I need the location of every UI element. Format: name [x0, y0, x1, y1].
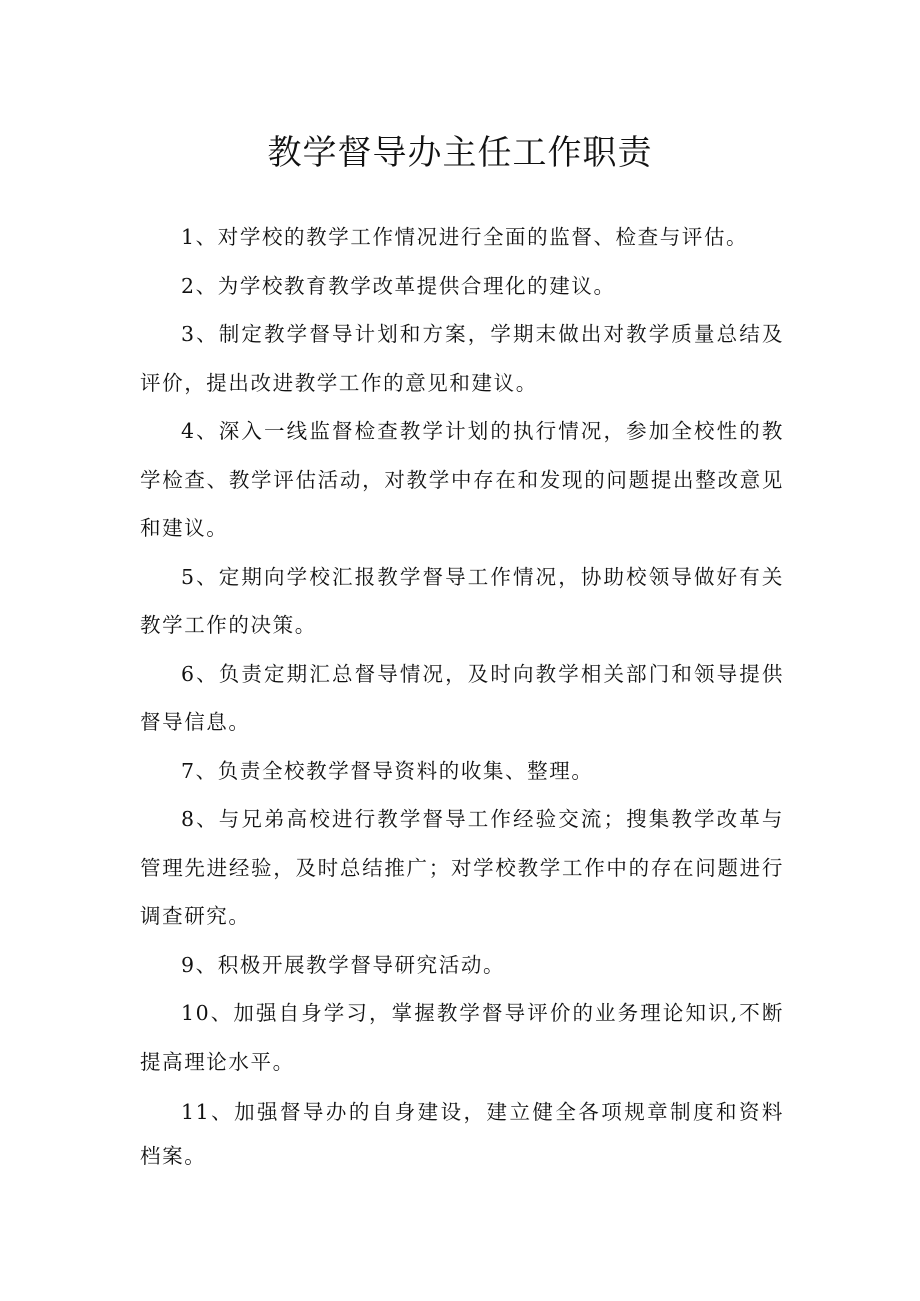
- document-body: [140, 213, 784, 1178]
- duty-item-10: 10、加强自身学习，掌握教学督导评价的业务理论知识,不断提高理论水平。: [140, 1001, 784, 1074]
- duty-item-2: 2、为学校教育教学改革提供合理化的建议。: [181, 273, 616, 298]
- duty-item-3: 3、制定教学督导计划和方案，学期末做出对教学质量总结及评价，提出改进教学工作的意见和建议。: [140, 322, 784, 395]
- duty-item-4: 4、深入一线监督检查教学计划的执行情况，参加全校性的教学检查、教学评估活动，对教学中存在和发现的问题提出整改意见和建议。: [140, 419, 784, 540]
- duty-item-9: 9、积极开展教学督导研究活动。: [181, 952, 506, 977]
- duty-item-7: 7、负责全校教学督导资料的收集、整理。: [181, 758, 594, 783]
- duty-item-11: 11、加强督导办的自身建设，建立健全各项规章制度和资料档案。: [140, 1100, 784, 1168]
- duty-item-8: 8、与兄弟高校进行教学督导工作经验交流；搜集教学改革与管理先进经验，及时总结推广；对学校教学工作中的存在问题进行调查研究。: [140, 807, 784, 928]
- document-title: 教学督导办主任工作职责: [267, 133, 653, 173]
- duty-item-1: 1、对学校的教学工作情况进行全面的监督、检查与评估。: [181, 225, 749, 249]
- duty-item-6: 6、负责定期汇总督导情况，及时向教学相关部门和领导提供督导信息。: [140, 661, 784, 734]
- duty-item-5: 5、定期向学校汇报教学督导工作情况，协助校领导做好有关教学工作的决策。: [140, 564, 784, 637]
